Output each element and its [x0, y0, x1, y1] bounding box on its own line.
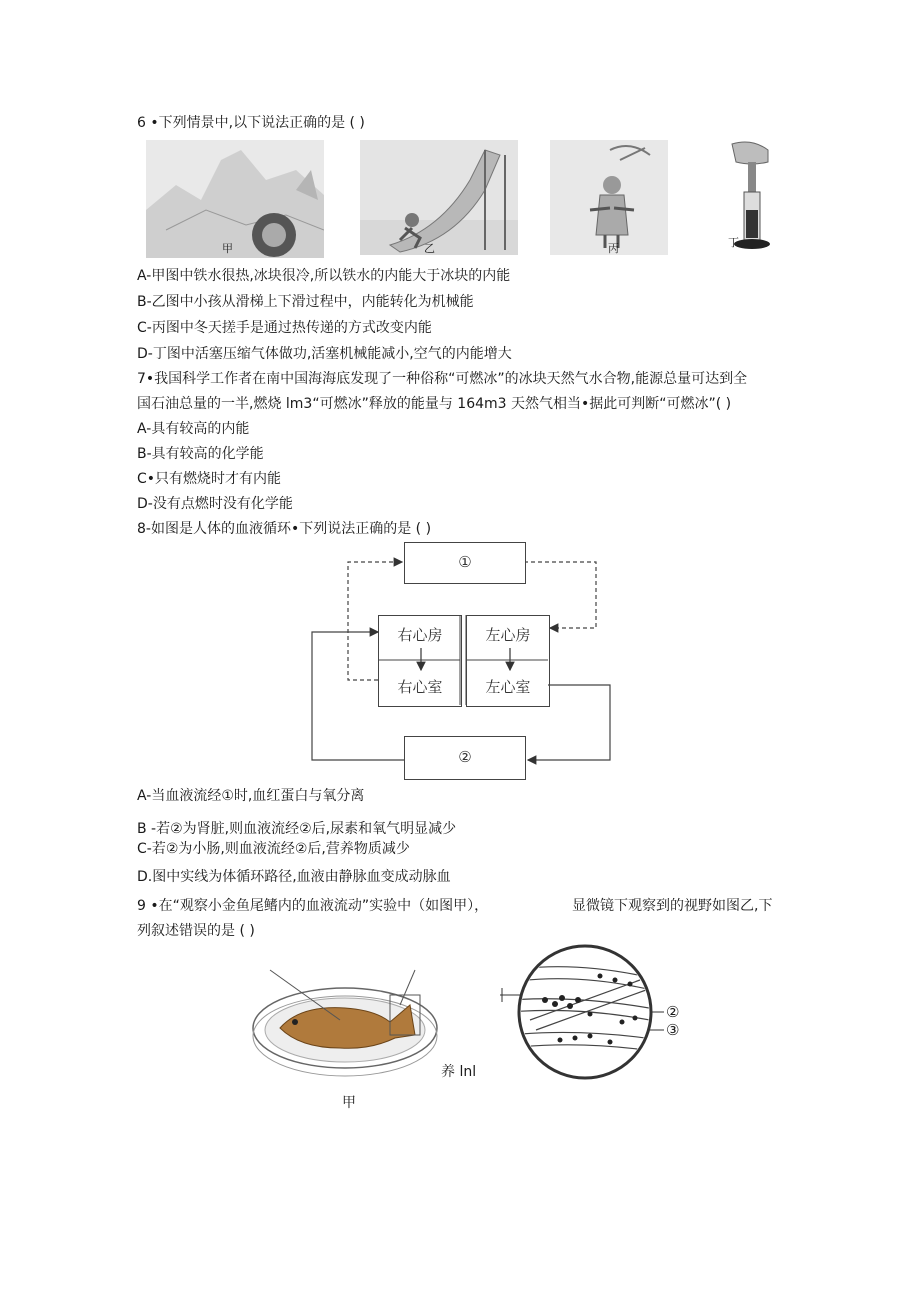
box-1-label: ① — [458, 553, 472, 571]
left-heart — [466, 615, 550, 707]
right-ventricle-label: 右心室 — [397, 678, 443, 696]
q7-option-c: C•只有燃烧时才有内能 — [137, 471, 282, 487]
left-atrium-label: 左心房 — [485, 626, 531, 644]
q6-option-b: B-乙图中小孩从滑梯上下滑过程中，内能转化为机械能 — [137, 294, 474, 310]
left-ventricle-label: 左心室 — [485, 678, 531, 696]
figure-ding-piston — [728, 140, 776, 258]
q8-stem: 8-如图是人体的血液循环•下列说法正确的是 ( ) — [137, 521, 432, 537]
micro-label-2: ② — [666, 1003, 680, 1021]
figure-label-bing: 丙 — [608, 242, 619, 255]
q8-option-c: C-若②为小肠,则血液流经②后,营养物质减少 — [137, 841, 410, 857]
box-1 — [404, 542, 526, 584]
q9-stem-b: 显微镜下观察到的视野如图乙,下 — [572, 898, 773, 914]
q9-stem-line2: 列叙述错误的是 ( ) — [137, 923, 255, 939]
box-2-label: ② — [458, 748, 472, 766]
q7-stem-line2: 国石油总量的一半,燃烧 lm3“可燃冰”释放的能量与 164m3 天然气相当•据此可判断“可燃冰”( ) — [137, 396, 732, 412]
q9-stem-a: 9 •在“观察小金鱼尾鳍内的血液流动”实验中（如图甲）， — [137, 898, 489, 914]
q6-option-a: A-甲图中铁水很热,冰块很冷,所以铁水的内能大于冰块的内能 — [137, 268, 511, 284]
q8-option-a: A-当血液流经①时,血红蛋白与氧分离 — [137, 788, 365, 804]
q6-option-d: D-丁图中活塞压缩气体做功,活塞机械能减小,空气的内能增大 — [137, 346, 512, 362]
figure-goldfish-dish — [250, 950, 450, 1090]
right-atrium-label: 右心房 — [397, 626, 443, 644]
q7-option-d: D-没有点燃时没有化学能 — [137, 496, 293, 512]
q7-option-b: B-具有较高的化学能 — [137, 446, 264, 462]
q9-fig-label-jia: 甲 — [342, 1095, 356, 1111]
figure-yi-slide — [360, 140, 518, 255]
micro-label-3: ③ — [666, 1021, 680, 1039]
q9-fig-annotation: 养 lnl — [441, 1064, 477, 1080]
figure-jia-iron-ice — [146, 140, 324, 258]
q8-option-d: D.图中实线为体循环路径,血液由静脉血变成动脉血 — [137, 869, 451, 885]
figure-label-jia: 甲 — [222, 242, 233, 255]
q6-option-c: C-丙图中冬天搓手是通过热传递的方式改变内能 — [137, 320, 432, 336]
q6-stem: 6 •下列情景中,以下说法正确的是 ( ) — [137, 115, 365, 131]
figure-microscope-view — [500, 940, 690, 1085]
figure-label-ding: 丁 — [728, 236, 739, 249]
box-2 — [404, 736, 526, 780]
right-heart — [378, 615, 462, 707]
q7-option-a: A-具有较高的内能 — [137, 421, 250, 437]
figure-label-yi: 乙 — [424, 242, 435, 255]
q8-option-b: B -若②为肾脏,则血液流经②后,尿素和氧气明显减少 — [137, 821, 457, 837]
blood-circulation-diagram — [300, 540, 630, 785]
q7-stem-line1: 7•我国科学工作者在南中国海海底发现了一种俗称“可燃冰”的冰块天然气水合物,能源总量可达到全 — [137, 371, 748, 387]
figure-bing-rubbing-hands — [550, 140, 668, 255]
